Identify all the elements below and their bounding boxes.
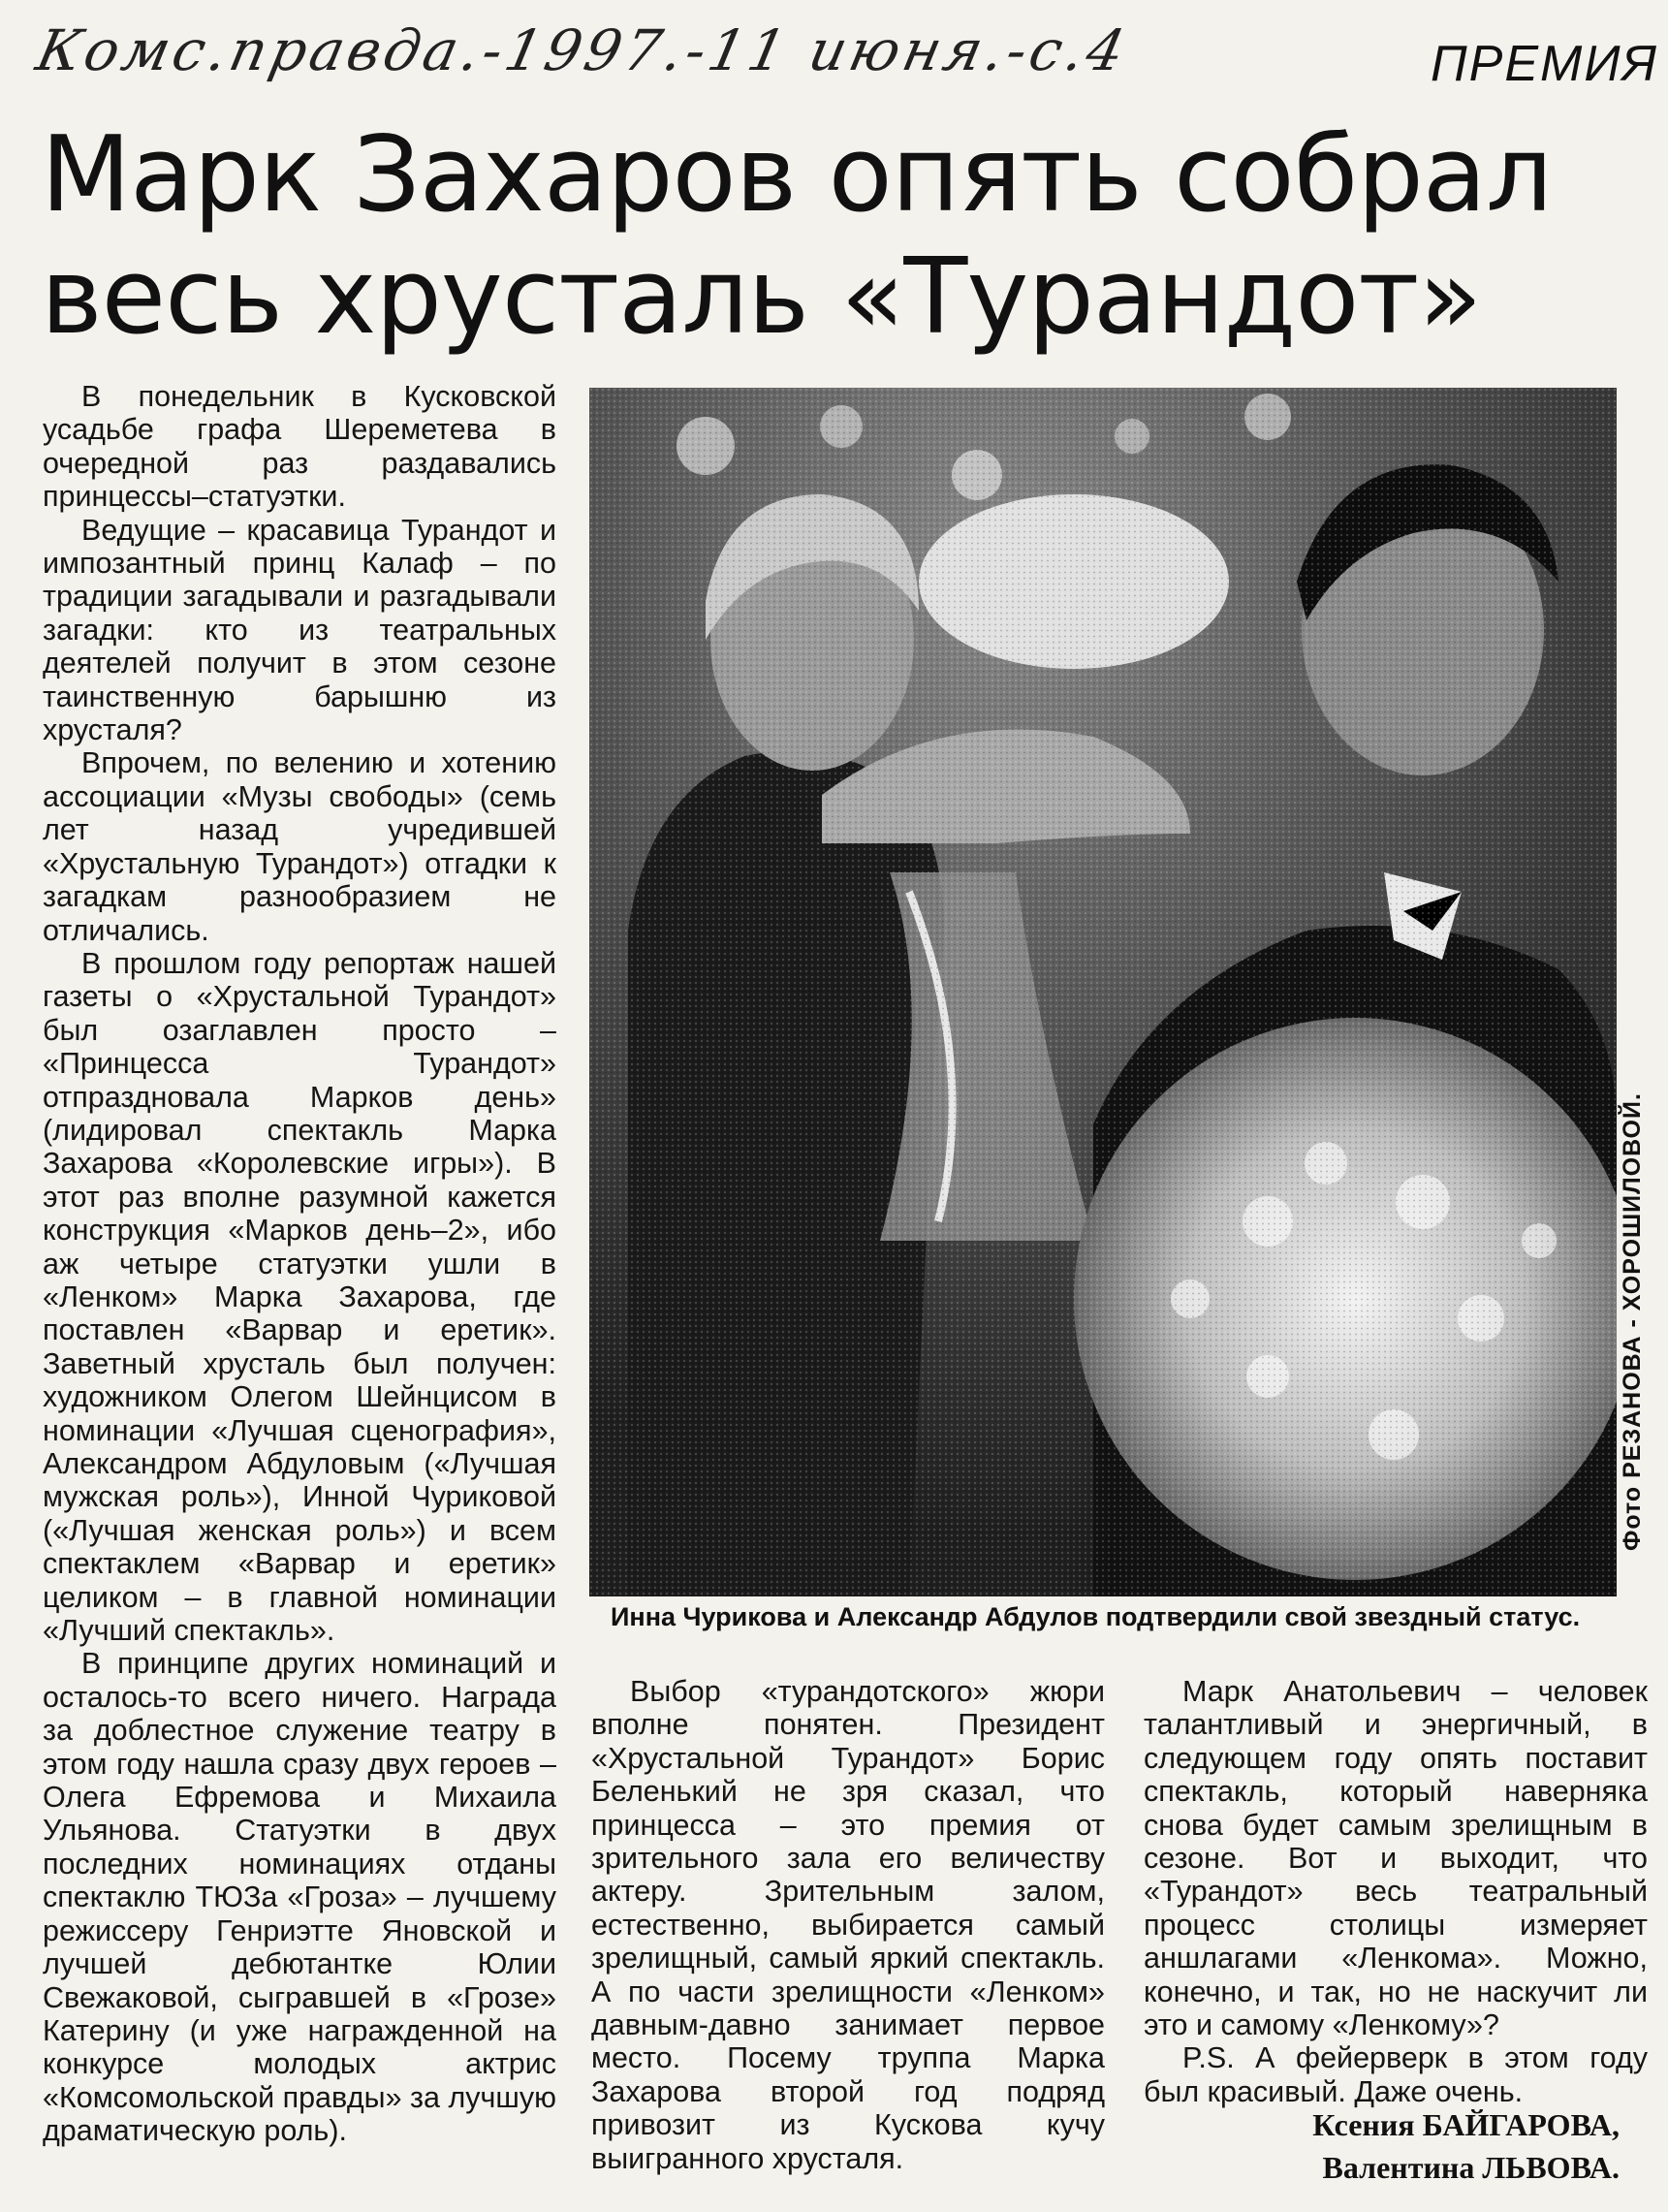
- article-paragraph: Впрочем, по велению и хотению ассоциации «Музы свободы» (семь лет назад учредившей «Хрустальную Турандот») отгадки к загадкам разнообразием не отличались.: [43, 746, 556, 947]
- handwritten-archive-note: Комс.правда.-1997.-11 июня.-с.4: [30, 17, 1135, 83]
- headline-line-2: весь хрусталь «Турандот»: [41, 237, 1482, 358]
- photo-credit: Фото РЕЗАНОВА - ХОРОШИЛОВОЙ.: [1619, 1092, 1646, 1551]
- headline: [41, 114, 1630, 359]
- article-paragraph: Ведущие – красавица Турандот и импозантный принц Калаф – по традиции загадывали и разгадывали загадки: кто из театральных деятелей получит в этом сезоне таинственную барышню из хрусталя?: [43, 513, 556, 747]
- article-paragraph: В принципе других номинаций и осталось-то всего ничего. Награда за доблестное служение театру в этом году нашла сразу двух героев – Олега Ефремова и Михаила Ульянова. Статуэтки в двух последних номинациях отданы спектаклю ТЮЗа «Гроза» – лучшему режиссеру Генриэтте Яновской и лучшей дебютантке Юлии Свежаковой, сыгравшей в «Грозе» Катерину (и уже награжденной на конкурсе молодых актрис «Комсомольской правды» за лучшую драматическую роль).: [43, 1647, 556, 2148]
- author-2: Валентина ЛЬВОВА.: [1322, 2150, 1620, 2185]
- headline-line-1: Марк Захаров опять собрал: [41, 114, 1552, 236]
- author-1: Ксения БАЙГАРОВА,: [1312, 2107, 1620, 2142]
- article-column-middle: [591, 1675, 1105, 2175]
- article-paragraph: В понедельник в Кусковской усадьбе графа Шереметева в очередной раз раздавались принцессы–статуэтки.: [43, 380, 556, 514]
- article-column-right: [1144, 1675, 1648, 2108]
- photo-caption: Инна Чурикова и Александр Абдулов подтвердили свой звездный статус.: [611, 1602, 1581, 1631]
- article-column-left: [43, 380, 556, 2148]
- article-paragraph: Выбор «турандотского» жюри вполне понятен. Президент «Хрустальной Турандот» Борис Беленький не зря сказал, что принцесса – это премия от зрительного зала его величеству актеру. Зрительным залом, естественно, выбирается самый зрелищный, самый яркий спектакль. А по части зрелищности «Ленком» давным-давно занимает первое место. Посему труппа Марка Захарова второй год подряд привозит из Кускова кучу выигранного хрусталя.: [591, 1675, 1105, 2175]
- article-paragraph: P.S. А фейерверк в этом году был красивый. Даже очень.: [1144, 2041, 1648, 2108]
- author-signature: [1312, 2103, 1620, 2189]
- photo-illustration: [589, 388, 1617, 1596]
- rubric-label: ПРЕМИЯ: [1430, 36, 1658, 92]
- news-photo: [589, 388, 1617, 1596]
- article-paragraph: В прошлом году репортаж нашей газеты о «Хрустальной Турандот» был озаглавлен просто – «Принцесса Турандот» отпраздновала Марков день» (лидировал спектакль Марка Захарова «Королевские игры»). В этот раз вполне разумной кажется конструкция «Марков день–2», ибо аж четыре статуэтки ушли в «Ленком» Марка Захарова, где поставлен «Варвар и еретик». Заветный хрусталь был получен: художником Олегом Шейнцисом в номинации «Лучшая сценография», Александром Абдуловым («Лучшая мужская роль»), Инной Чуриковой («Лучшая женская роль») и всем спектаклем «Варвар и еретик» целиком – в главной номинации «Лучший спектакль».: [43, 946, 556, 1648]
- article-paragraph: Марк Анатольевич – человек талантливый и энергичный, в следующем году опять поставит спектакль, который наверняка снова будет самым зрелищным в сезоне. Вот и выходит, что «Турандот» весь театральный процесс столицы измеряет аншлагами «Ленкома». Можно, конечно, и так, но не наскучит ли это и самому «Ленкому»?: [1144, 1675, 1648, 2042]
